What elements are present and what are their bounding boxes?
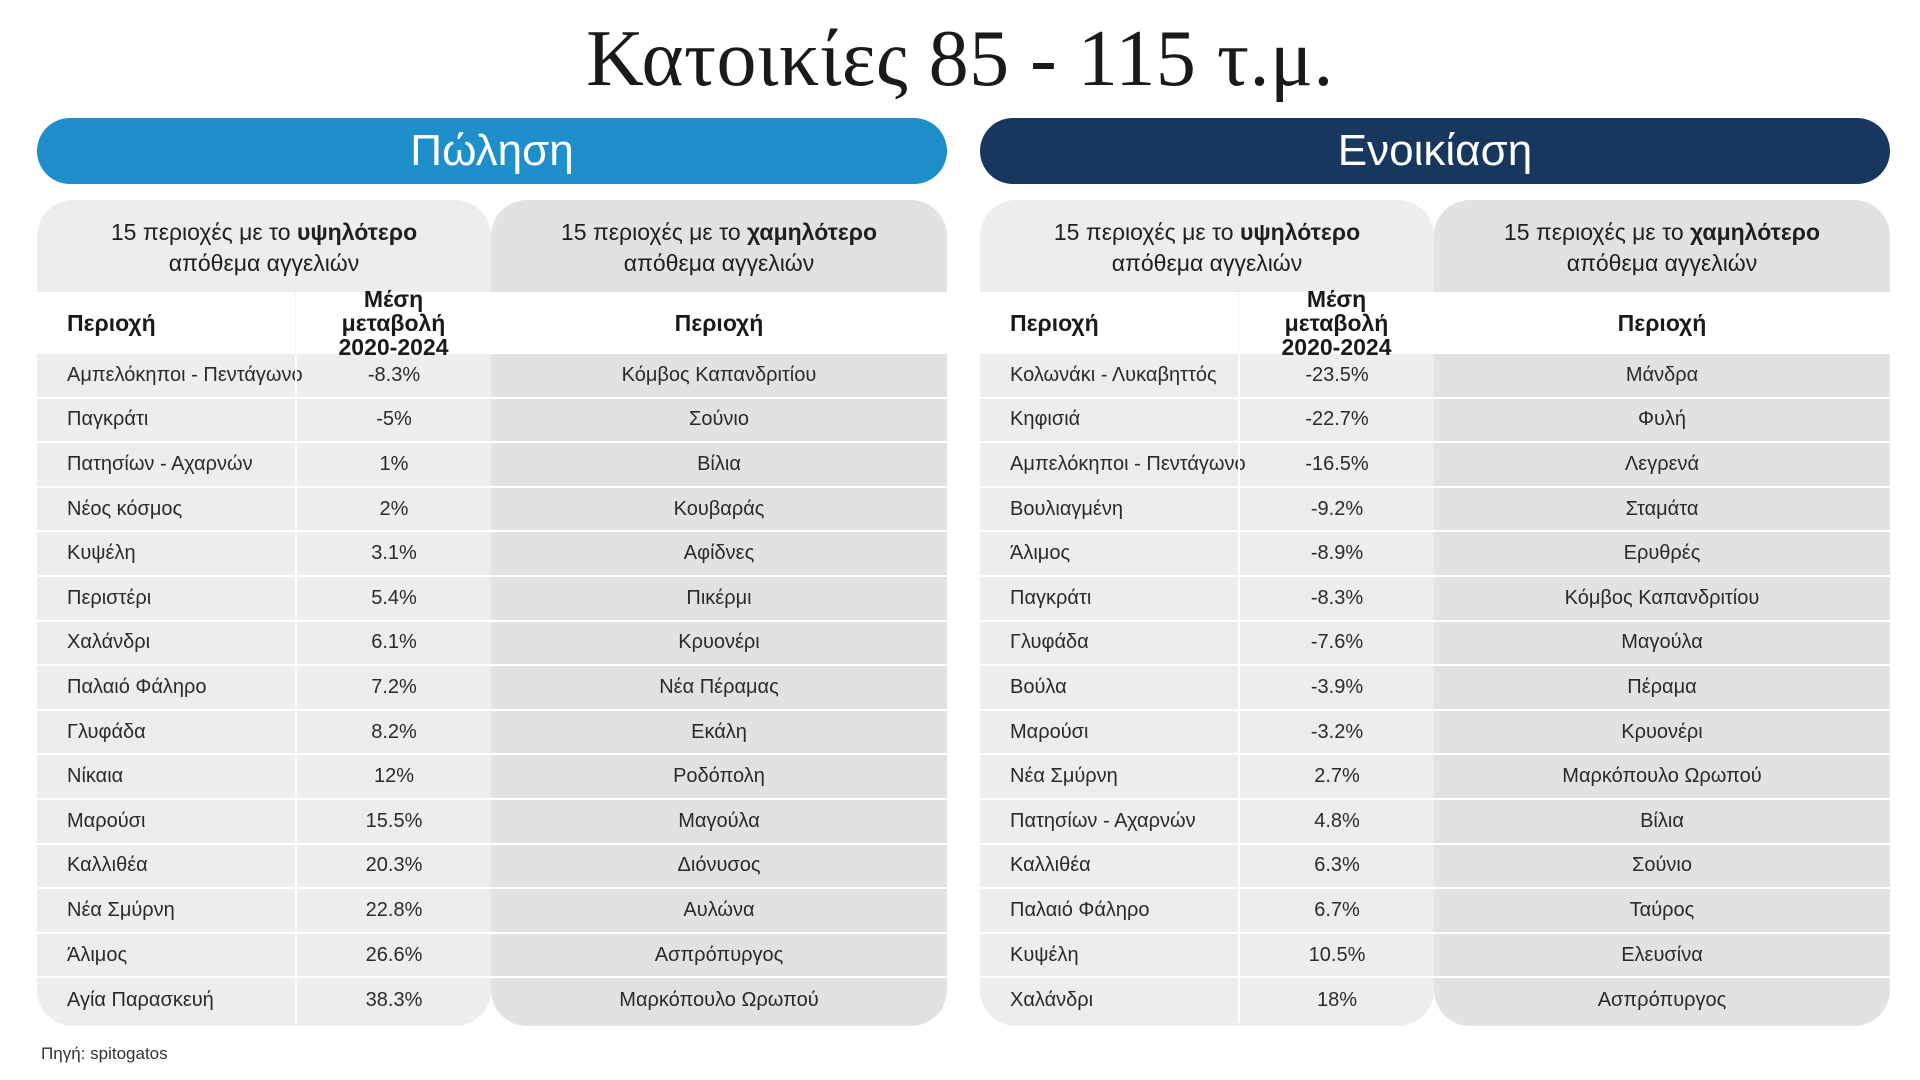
table-row	[491, 755, 947, 800]
region-cell: Αφίδνες	[683, 542, 755, 565]
table-row	[1434, 622, 1890, 667]
table-row	[37, 978, 491, 1023]
change-cell: -22.7%	[1238, 399, 1434, 442]
table-row	[491, 354, 947, 399]
region-cell: Ερυθρές	[1623, 542, 1701, 565]
rent-high-rows	[980, 354, 1434, 1023]
table-row	[980, 889, 1434, 934]
change-cell: -16.5%	[1238, 443, 1434, 486]
region-cell: Κυψέλη	[67, 542, 136, 565]
region-cell: Μάνδρα	[1625, 363, 1699, 386]
table-row	[1434, 845, 1890, 890]
region-cell: Ελευσίνα	[1621, 943, 1703, 966]
region-cell: Μαρκόπουλο Ωρωπού	[1562, 765, 1762, 788]
region-cell: Κρυονέρι	[1621, 720, 1703, 743]
table-row	[1434, 399, 1890, 444]
sale-low-heading-line2: απόθεμα αγγελιών	[623, 250, 815, 276]
table-row	[491, 978, 947, 1023]
table-row	[980, 622, 1434, 667]
table-row	[37, 889, 491, 934]
rent-low-column-headers	[1434, 292, 1890, 354]
sale-high-heading-bold: υψηλότερο	[296, 219, 418, 245]
sale-high-panel	[37, 200, 491, 1026]
rent-high-heading-prefix: 15 περιοχές με το	[1053, 219, 1240, 245]
region-cell: Ασπρόπυργος	[654, 943, 784, 966]
region-cell: Γλυφάδα	[67, 720, 146, 743]
rent-high-heading-line2: απόθεμα αγγελιών	[1111, 250, 1303, 276]
rent-high-col-change-label: Μέση μεταβολή 2020-2024	[1281, 286, 1392, 360]
change-cell: 18%	[1238, 978, 1434, 1023]
table-row	[37, 488, 491, 533]
region-cell: Νέος κόσμος	[67, 497, 183, 520]
region-cell: Κουβαράς	[673, 497, 765, 520]
table-row	[491, 488, 947, 533]
region-cell: Μαρούσι	[1010, 720, 1089, 743]
region-cell: Κρυονέρι	[678, 631, 760, 654]
table-row	[980, 800, 1434, 845]
rent-high-heading	[980, 200, 1434, 292]
rent-high-heading-bold: υψηλότερο	[1239, 219, 1361, 245]
region-cell: Σούνιο	[689, 408, 749, 431]
change-cell: 2.7%	[1238, 755, 1434, 798]
region-cell: Ταύρος	[1629, 898, 1695, 921]
table-row	[491, 399, 947, 444]
table-row	[1434, 532, 1890, 577]
table-row	[1434, 800, 1890, 845]
region-cell: Νέα Πέραμας	[659, 675, 779, 698]
change-cell: 15.5%	[295, 800, 491, 843]
table-row	[1434, 354, 1890, 399]
region-cell: Λεγρενά	[1624, 452, 1700, 475]
change-cell: 1%	[295, 443, 491, 486]
sale-high-col-change	[295, 286, 491, 360]
table-row	[1434, 755, 1890, 800]
table-row	[980, 532, 1434, 577]
sale-high-heading-line2: απόθεμα αγγελιών	[168, 250, 360, 276]
region-cell: Παλαιό Φάληρο	[1010, 898, 1150, 921]
table-row	[1434, 978, 1890, 1023]
sale-high-heading-prefix: 15 περιοχές με το	[110, 219, 297, 245]
region-cell: Νέα Σμύρνη	[67, 898, 175, 921]
change-cell: -3.2%	[1238, 711, 1434, 754]
region-cell: Κόμβος Καπανδριτίου	[621, 363, 817, 386]
region-cell: Μαγούλα	[678, 809, 760, 832]
rent-high-column-headers	[980, 286, 1434, 360]
table-row	[37, 800, 491, 845]
sale-low-panel	[491, 200, 947, 1026]
region-cell: Καλλιθέα	[1010, 854, 1091, 877]
rent-low-heading	[1434, 200, 1890, 292]
rent-panels	[980, 200, 1890, 1026]
change-cell: 22.8%	[295, 889, 491, 932]
table-row	[980, 845, 1434, 890]
region-cell: Κολωνάκι - Λυκαβηττός	[1010, 363, 1217, 386]
table-row	[980, 577, 1434, 622]
sale-section	[37, 118, 947, 1026]
table-row	[37, 755, 491, 800]
sale-banner: Πώληση	[37, 118, 947, 184]
region-cell: Αυλώνα	[683, 898, 755, 921]
region-cell: Φυλή	[1637, 408, 1687, 431]
rent-low-heading-prefix: 15 περιοχές με το	[1503, 219, 1691, 245]
rent-high-panel	[980, 200, 1434, 1026]
region-cell: Περιστέρι	[67, 586, 152, 609]
table-row	[980, 711, 1434, 756]
table-row	[1434, 666, 1890, 711]
change-cell: -5%	[295, 399, 491, 442]
change-cell: 4.8%	[1238, 800, 1434, 843]
sale-low-heading-prefix: 15 περιοχές με το	[560, 219, 748, 245]
table-row	[1434, 934, 1890, 979]
rent-low-col-region: Περιοχή	[1617, 310, 1707, 336]
change-cell: 12%	[295, 755, 491, 798]
rent-section	[980, 118, 1890, 1026]
region-cell: Εκάλη	[691, 720, 747, 743]
table-row	[491, 800, 947, 845]
region-cell: Γλυφάδα	[1010, 631, 1089, 654]
region-cell: Κηφισιά	[1010, 408, 1081, 431]
change-cell: 8.2%	[295, 711, 491, 754]
rent-high-col-change	[1238, 286, 1434, 360]
table-row	[1434, 711, 1890, 756]
change-cell: 38.3%	[295, 978, 491, 1023]
rent-low-panel	[1434, 200, 1890, 1026]
table-row	[491, 934, 947, 979]
region-cell: Πατησίων - Αχαρνών	[1010, 809, 1196, 832]
region-cell: Νέα Σμύρνη	[1010, 765, 1118, 788]
change-cell: -8.3%	[295, 354, 491, 397]
region-cell: Χαλάνδρι	[67, 631, 151, 654]
table-row	[491, 577, 947, 622]
table-row	[980, 443, 1434, 488]
sale-high-col-change-label: Μέση μεταβολή 2020-2024	[338, 286, 449, 360]
rent-high-col-region: Περιοχή	[1010, 310, 1099, 336]
table-row	[491, 889, 947, 934]
table-row	[37, 354, 491, 399]
sale-high-rows	[37, 354, 491, 1023]
table-row	[1434, 488, 1890, 533]
region-cell: Αμπελόκηποι - Πεντάγωνο	[1010, 452, 1246, 475]
sale-low-col-region: Περιοχή	[674, 310, 764, 336]
region-cell: Πικέρμι	[686, 586, 752, 609]
region-cell: Κόμβος Καπανδριτίου	[1564, 586, 1760, 609]
table-row	[491, 845, 947, 890]
region-cell: Ασπρόπυργος	[1597, 989, 1727, 1012]
change-cell: 7.2%	[295, 666, 491, 709]
table-row	[491, 711, 947, 756]
sale-high-heading	[37, 200, 491, 292]
change-cell: 26.6%	[295, 934, 491, 977]
change-cell: 10.5%	[1238, 934, 1434, 977]
change-cell: 6.7%	[1238, 889, 1434, 932]
change-cell: -7.6%	[1238, 622, 1434, 665]
page-title: Κατοικίες 85 - 115 τ.μ.	[586, 15, 1334, 103]
table-row	[37, 622, 491, 667]
region-cell: Μαγούλα	[1621, 631, 1703, 654]
change-cell: 5.4%	[295, 577, 491, 620]
sale-low-heading-bold: χαμηλότερο	[747, 219, 878, 245]
table-row	[37, 577, 491, 622]
region-cell: Άλιμος	[67, 943, 128, 966]
change-cell: -23.5%	[1238, 354, 1434, 397]
region-cell: Χαλάνδρι	[1010, 989, 1094, 1012]
sale-low-rows	[491, 354, 947, 1023]
table-row	[491, 622, 947, 667]
region-cell: Παγκράτι	[1010, 586, 1092, 609]
table-row	[980, 978, 1434, 1023]
table-row	[37, 666, 491, 711]
table-row	[980, 934, 1434, 979]
table-row	[37, 845, 491, 890]
change-cell: -8.9%	[1238, 532, 1434, 575]
region-cell: Βούλα	[1010, 675, 1067, 698]
table-row	[980, 399, 1434, 444]
table-row	[491, 532, 947, 577]
region-cell: Βουλιαγμένη	[1010, 497, 1123, 520]
table-row	[491, 666, 947, 711]
rent-low-heading-line2: απόθεμα αγγελιών	[1566, 250, 1758, 276]
change-cell: -9.2%	[1238, 488, 1434, 531]
region-cell: Ροδόπολη	[673, 765, 765, 788]
table-row	[37, 443, 491, 488]
sale-high-col-region: Περιοχή	[67, 310, 156, 336]
change-cell: 2%	[295, 488, 491, 531]
source-note: Πηγή: spitogatos	[41, 1044, 168, 1063]
table-row	[1434, 889, 1890, 934]
region-cell: Άλιμος	[1010, 542, 1071, 565]
region-cell: Παλαιό Φάληρο	[67, 675, 207, 698]
region-cell: Αμπελόκηποι - Πεντάγωνο	[67, 363, 303, 386]
sale-low-heading	[491, 200, 947, 292]
region-cell: Σταμάτα	[1625, 497, 1699, 520]
region-cell: Παγκράτι	[67, 408, 149, 431]
region-cell: Καλλιθέα	[67, 854, 148, 877]
sale-low-column-headers	[491, 292, 947, 354]
region-cell: Πέραμα	[1627, 675, 1697, 698]
region-cell: Μαρούσι	[67, 809, 146, 832]
region-cell: Βίλια	[1640, 809, 1684, 832]
region-cell: Αγία Παρασκευή	[67, 989, 214, 1012]
table-row	[37, 934, 491, 979]
region-cell: Πατησίων - Αχαρνών	[67, 452, 253, 475]
table-row	[1434, 577, 1890, 622]
region-cell: Βίλια	[697, 452, 741, 475]
table-row	[491, 443, 947, 488]
rent-low-heading-bold: χαμηλότερο	[1690, 219, 1821, 245]
table-row	[980, 354, 1434, 399]
region-cell: Κυψέλη	[1010, 943, 1079, 966]
table-row	[37, 532, 491, 577]
table-row	[980, 666, 1434, 711]
region-cell: Σούνιο	[1632, 854, 1692, 877]
region-cell: Μαρκόπουλο Ωρωπού	[619, 989, 819, 1012]
rent-low-rows	[1434, 354, 1890, 1023]
table-row	[980, 755, 1434, 800]
table-row	[37, 399, 491, 444]
change-cell: 20.3%	[295, 845, 491, 888]
region-cell: Νίκαια	[67, 765, 124, 788]
rent-banner: Ενοικίαση	[980, 118, 1890, 184]
sale-high-column-headers	[37, 286, 491, 360]
sale-panels	[37, 200, 947, 1026]
table-row	[37, 711, 491, 756]
change-cell: -8.3%	[1238, 577, 1434, 620]
table-row	[1434, 443, 1890, 488]
change-cell: 6.1%	[295, 622, 491, 665]
region-cell: Διόνυσος	[677, 854, 761, 877]
change-cell: -3.9%	[1238, 666, 1434, 709]
table-row	[980, 488, 1434, 533]
change-cell: 3.1%	[295, 532, 491, 575]
change-cell: 6.3%	[1238, 845, 1434, 888]
